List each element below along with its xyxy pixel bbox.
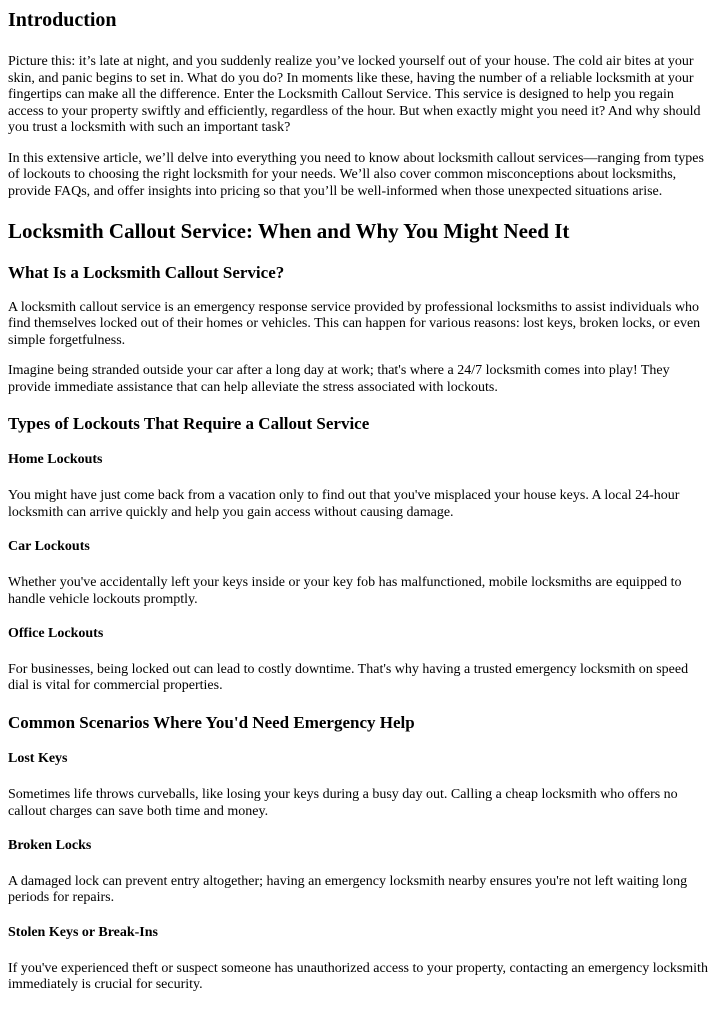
- car-lockouts-heading: Car Lockouts: [8, 539, 90, 555]
- what-is-paragraph-2: Imagine being stranded outside your car after a long day at work; that's where a 24/7 locksmith comes into play! They provide immediate assistance that can help alleviate the stress associated with lockouts.: [8, 363, 670, 395]
- office-lockouts-text: For businesses, being locked out can lead to costly downtime. That's why having a trusted emergency locksmith on speed dial is vital for commercial properties.: [8, 661, 689, 694]
- intro-paragraph-2: In this extensive article, we’ll delve into everything you need to know about locksmith callout services—ranging from types of lockouts to choosing the right locksmith for your needs. We’ll also cover common misconceptions about locksmiths, provide FAQs, and offer insights into pricing so that you’ll be well-informed when those unexpected situations arise.: [8, 150, 704, 199]
- callout-heading: Locksmith Callout Service: When and Why You Might Need It: [8, 219, 570, 243]
- home-lockouts-heading: Home Lockouts: [8, 452, 103, 468]
- office-lockouts-heading: Office Lockouts: [8, 626, 104, 642]
- lost-keys-text: Sometimes life throws curveballs, like losing your keys during a busy day out. Calling a cheap locksmith who offers no callout charges can save both time and money.: [8, 787, 678, 819]
- broken-locks-text: A damaged lock can prevent entry altogether; having an emergency locksmith nearby ensures you're not left waiting long periods for repairs.: [8, 873, 688, 906]
- what-is-heading: What Is a Locksmith Callout Service?: [8, 263, 285, 283]
- types-heading: Types of Lockouts That Require a Callout Service: [8, 414, 370, 434]
- car-lockouts-text: Whether you've accidentally left your keys inside or your key fob has malfunctioned, mobile locksmiths are equipped to handle vehicle lockouts promptly.: [8, 575, 682, 607]
- article: [0, 8, 720, 994]
- lost-keys-heading: Lost Keys: [8, 751, 68, 767]
- home-lockouts-text: You might have just come back from a vacation only to find out that you've misplaced your house keys. A local 24-hour locksmith can arrive quickly and help you gain access without causing damage.: [8, 488, 680, 520]
- stolen-keys-heading: Stolen Keys or Break-Ins: [8, 924, 158, 940]
- broken-locks-heading: Broken Locks: [8, 838, 92, 854]
- what-is-paragraph-1: A locksmith callout service is an emergency response service provided by professional locksmiths to assist individuals who find themselves locked out of their homes or vehicles. This can happen for various reasons: lost keys, broken locks, or even simple forgetfulness.: [8, 299, 701, 348]
- intro-paragraph-1: Picture this: it’s late at night, and you suddenly realize you’ve locked yourself out of your house. The cold air bites at your skin, and panic begins to set in. What do you do? In moments like these, having the number of a reliable locksmith at your fingertips can make all the difference. Enter the Locksmith Callout Service. This service is designed to help you regain access to your property swiftly and efficiently, regardless of the hour. But when exactly might you need it? And why should you trust a locksmith with such an important task?: [8, 54, 701, 135]
- scenarios-heading: Common Scenarios Where You'd Need Emergency Help: [8, 712, 415, 732]
- intro-heading: Introduction: [8, 9, 117, 31]
- stolen-keys-text: If you've experienced theft or suspect someone has unauthorized access to your property, contacting an emergency locksmith immediately is crucial for security.: [8, 960, 708, 993]
